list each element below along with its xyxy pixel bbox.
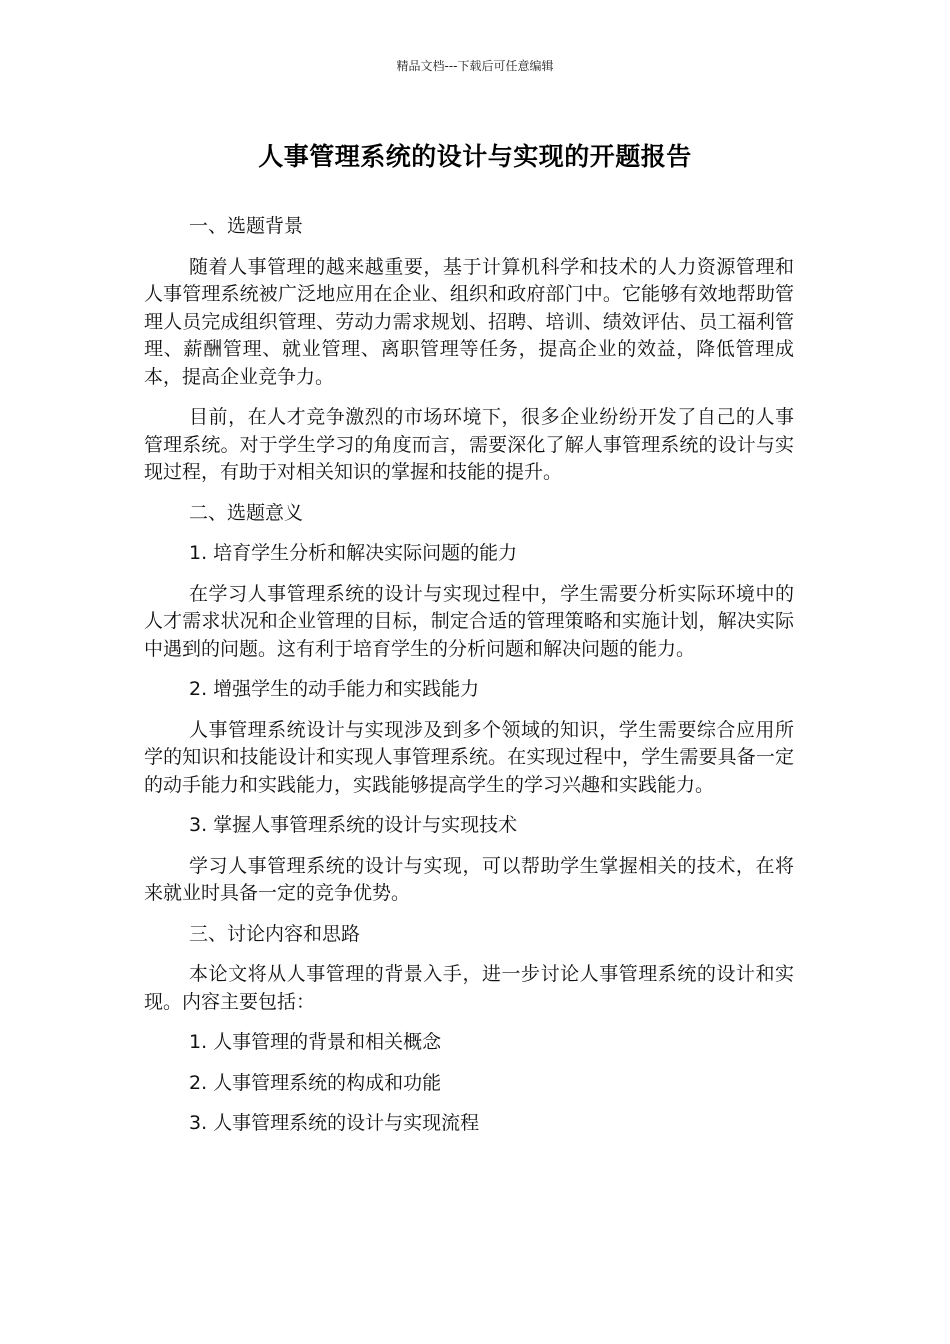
paragraph-technology: 学习人事管理系统的设计与实现，可以帮助学生掌握相关的技术，在将来就业时具备一定的竞争优势。 bbox=[144, 854, 794, 904]
header-note: 精品文档---下载后可任意编辑 bbox=[396, 59, 554, 73]
subheading-technology: 3. 掌握人事管理系统的设计与实现技术 bbox=[189, 814, 518, 836]
section-heading-significance: 二、选题意义 bbox=[189, 501, 304, 524]
section-heading-background: 一、选题背景 bbox=[189, 215, 304, 237]
document-body bbox=[144, 213, 794, 1151]
section-heading-content: 三、讨论内容和思路 bbox=[189, 922, 361, 945]
paragraph-content-intro: 本论文将从人事管理的背景入手，进一步讨论人事管理系统的设计和实现。内容主要包括： bbox=[144, 963, 794, 1013]
list-item-1: 1. 人事管理的背景和相关概念 bbox=[189, 1031, 442, 1053]
list-item-2: 2. 人事管理系统的构成和功能 bbox=[189, 1071, 442, 1094]
paragraph-background-1: 随着人事管理的越来越重要，基于计算机科学和技术的人力资源管理和人事管理系统被广泛地应用在企业、组织和政府部门中。它能够有效地帮助管理人员完成组织管理、劳动力需求规划、招聘、培训、绩效评估、员工福利管理、薪酬管理、就业管理、离职管理等任务，提高企业的效益，降低管理成本，提高企业竞争力。 bbox=[144, 255, 794, 388]
list-item-3: 3. 人事管理系统的设计与实现流程 bbox=[189, 1112, 480, 1134]
document-title: 人事管理系统的设计与实现的开题报告 bbox=[258, 142, 692, 171]
paragraph-problem-solving: 在学习人事管理系统的设计与实现过程中，学生需要分析实际环境中的人才需求状况和企业管理的目标，制定合适的管理策略和实施计划，解决实际中遇到的问题。这有利于培育学生的分析问题和解决问题的能力。 bbox=[144, 582, 794, 660]
paragraph-background-2: 目前，在人才竞争激烈的市场环境下，很多企业纷纷开发了自己的人事管理系统。对于学生学习的角度而言，需要深化了解人事管理系统的设计与实现过程，有助于对相关知识的掌握和技能的提升。 bbox=[144, 406, 794, 483]
subheading-problem-solving: 1. 培育学生分析和解决实际问题的能力 bbox=[189, 542, 518, 564]
subheading-practical-ability: 2. 增强学生的动手能力和实践能力 bbox=[189, 678, 480, 700]
paragraph-practical-ability: 人事管理系统设计与实现涉及到多个领域的知识，学生需要综合应用所学的知识和技能设计和实现人事管理系统。在实现过程中，学生需要具备一定的动手能力和实践能力，实践能够提高学生的学习兴趣和实践能力。 bbox=[144, 718, 794, 796]
